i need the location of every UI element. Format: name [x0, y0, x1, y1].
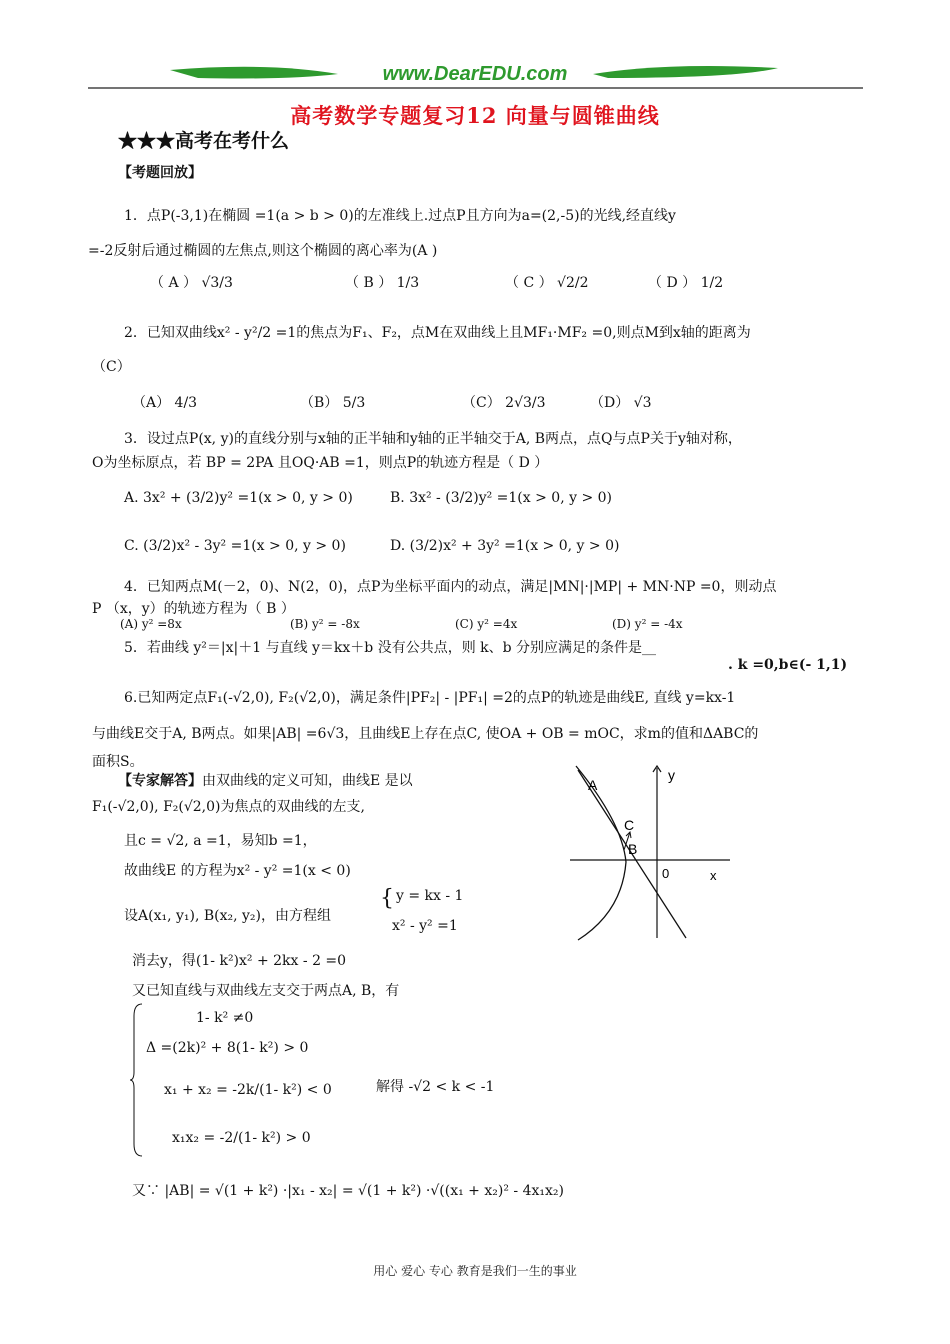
q2-line2: （C）: [92, 359, 131, 375]
subsection-heading: 【考题回放】: [118, 165, 202, 181]
q1-option-b: （ B ） 1/3: [345, 275, 420, 291]
site-banner: [88, 56, 863, 96]
q5-line1: 5．若曲线 y²＝|x|＋1 与直线 y＝kx＋b 没有公共点，则 k、b 分别应满足的条件是__: [124, 640, 657, 656]
q4-line1: 4．已知两点M(－2，0)、N(2，0)，点P为坐标平面内的动点，满足|MN|·|MP| + MN·NP =0，则动点: [124, 579, 777, 595]
hyperbola-branch: [576, 766, 626, 940]
section-heading: ★★★高考在考什么: [118, 130, 290, 152]
q2-option-a: （A） 4/3: [132, 395, 198, 411]
label-b: B: [628, 841, 638, 857]
q3-option-a: A. 3x² + (3/2)y² =1(x > 0, y > 0): [124, 490, 353, 506]
q4-line2: P （x，y）的轨迹方程为（ B ）: [92, 601, 295, 617]
q4-option-a: (A) y² =8x: [120, 617, 182, 631]
solution-line4: 故曲线E 的方程为x² - y² =1(x < 0): [124, 863, 351, 879]
condition-4: x₁x₂ = -2/(1- k²) > 0: [172, 1130, 311, 1146]
q1-option-d: （ D ） 1/2: [648, 275, 724, 291]
q2-line1: 2．已知双曲线x² - y²/2 =1的焦点为F₁、F₂，点M在双曲线上且MF₁·MF₂ =0,则点M到x轴的距离为: [124, 325, 751, 341]
solution-line5: 设A(x₁, y₁), B(x₂, y₂)，由方程组: [124, 908, 332, 924]
q3-line1: 3．设过点P(x, y)的直线分别与x轴的正半轴和y轴的正半轴交于A, B两点，点Q与点P关于y轴对称，: [124, 431, 742, 447]
solution-line6: 消去y，得(1- k²)x² + 2kx - 2 =0: [132, 953, 347, 969]
condition-1: 1- k² ≠0: [196, 1010, 254, 1026]
q3-line2: O为坐标原点，若 BP = 2PA 且OQ·AB =1，则点P的轨迹方程是（ D ）: [92, 455, 549, 471]
label-origin: 0: [662, 866, 670, 881]
q1-line2: =-2反射后通过椭圆的左焦点,则这个椭圆的离心率为(A ): [88, 243, 438, 259]
label-a: A: [588, 777, 598, 793]
page-footer: 用心 爱心 专心 教育是我们一生的事业: [373, 1264, 577, 1278]
q1-line1: 1．点P(-3,1)在椭圆 =1(a > b > 0)的左准线上.过点P且方向为a=(2,-5)的光线,经直线y: [124, 208, 676, 224]
system-eq1: y = kx - 1: [396, 888, 464, 904]
q6-line3: 面积S。: [92, 754, 144, 770]
hyperbola-figure: [562, 762, 742, 942]
solution-line8: 又∵ |AB| = √(1 + k²) ·|x₁ - x₂| = √(1 + k²) ·√((x₁ + x₂)² - 4x₁x₂): [132, 1183, 564, 1199]
site-name: www.DearEDU.com: [382, 63, 568, 85]
solution-text1: 由双曲线的定义可知，曲线E 是以: [202, 773, 413, 789]
condition-3: x₁ + x₂ = -2k/(1- k²) < 0: [164, 1082, 332, 1098]
q3-option-d: D. (3/2)x² + 3y² =1(x > 0, y > 0): [390, 538, 620, 554]
q4-option-b: (B) y² = -8x: [290, 617, 360, 631]
q1-option-a: （ A ） √3/3: [150, 275, 233, 291]
conditions-brace: [130, 1002, 144, 1158]
q4-option-d: (D) y² = -4x: [612, 617, 683, 631]
q2-option-b: （B） 5/3: [300, 395, 366, 411]
q1-option-c: （ C ） √2/2: [505, 275, 589, 291]
label-c: C: [624, 817, 635, 833]
q2-option-d: （D） √3: [590, 395, 652, 411]
label-x: x: [710, 868, 717, 883]
solution-line2: F₁(-√2,0), F₂(√2,0)为焦点的双曲线的左支,: [92, 799, 365, 815]
q2-option-c: （C） 2√3/3: [462, 395, 546, 411]
q5-answer: . k =0,b∈(- 1,1): [728, 657, 848, 673]
q3-option-b: B. 3x² - (3/2)y² =1(x > 0, y > 0): [390, 490, 613, 506]
condition-2: Δ =(2k)² + 8(1- k²) > 0: [146, 1040, 309, 1056]
solution-label: 【专家解答】: [118, 773, 202, 789]
q3-option-c: C. (3/2)x² - 3y² =1(x > 0, y > 0): [124, 538, 346, 554]
page-title: 高考数学专题复习12 向量与圆锥曲线: [290, 103, 660, 128]
solution-line1: [118, 770, 413, 790]
label-y: y: [668, 767, 675, 783]
system-brace: {: [380, 886, 394, 911]
q6-line2: 与曲线E交于A, B两点。如果|AB| =6√3，且曲线E上存在点C, 使OA + OB = mOC，求m的值和ΔABC的: [92, 726, 759, 742]
system-eq2: x² - y² =1: [392, 918, 458, 934]
solution-line3: 且c = √2, a =1，易知b =1，: [124, 833, 317, 849]
solution-line7: 又已知直线与双曲线左支交于两点A, B，有: [132, 983, 400, 999]
q4-option-c: (C) y² =4x: [455, 617, 518, 631]
condition-result: 解得 -√2 < k < -1: [376, 1079, 495, 1095]
q6-line1: 6.已知两定点F₁(-√2,0), F₂(√2,0)，满足条件|PF₂| - |PF₁| =2的点P的轨迹是曲线E, 直线 y=kx-1: [124, 690, 736, 706]
